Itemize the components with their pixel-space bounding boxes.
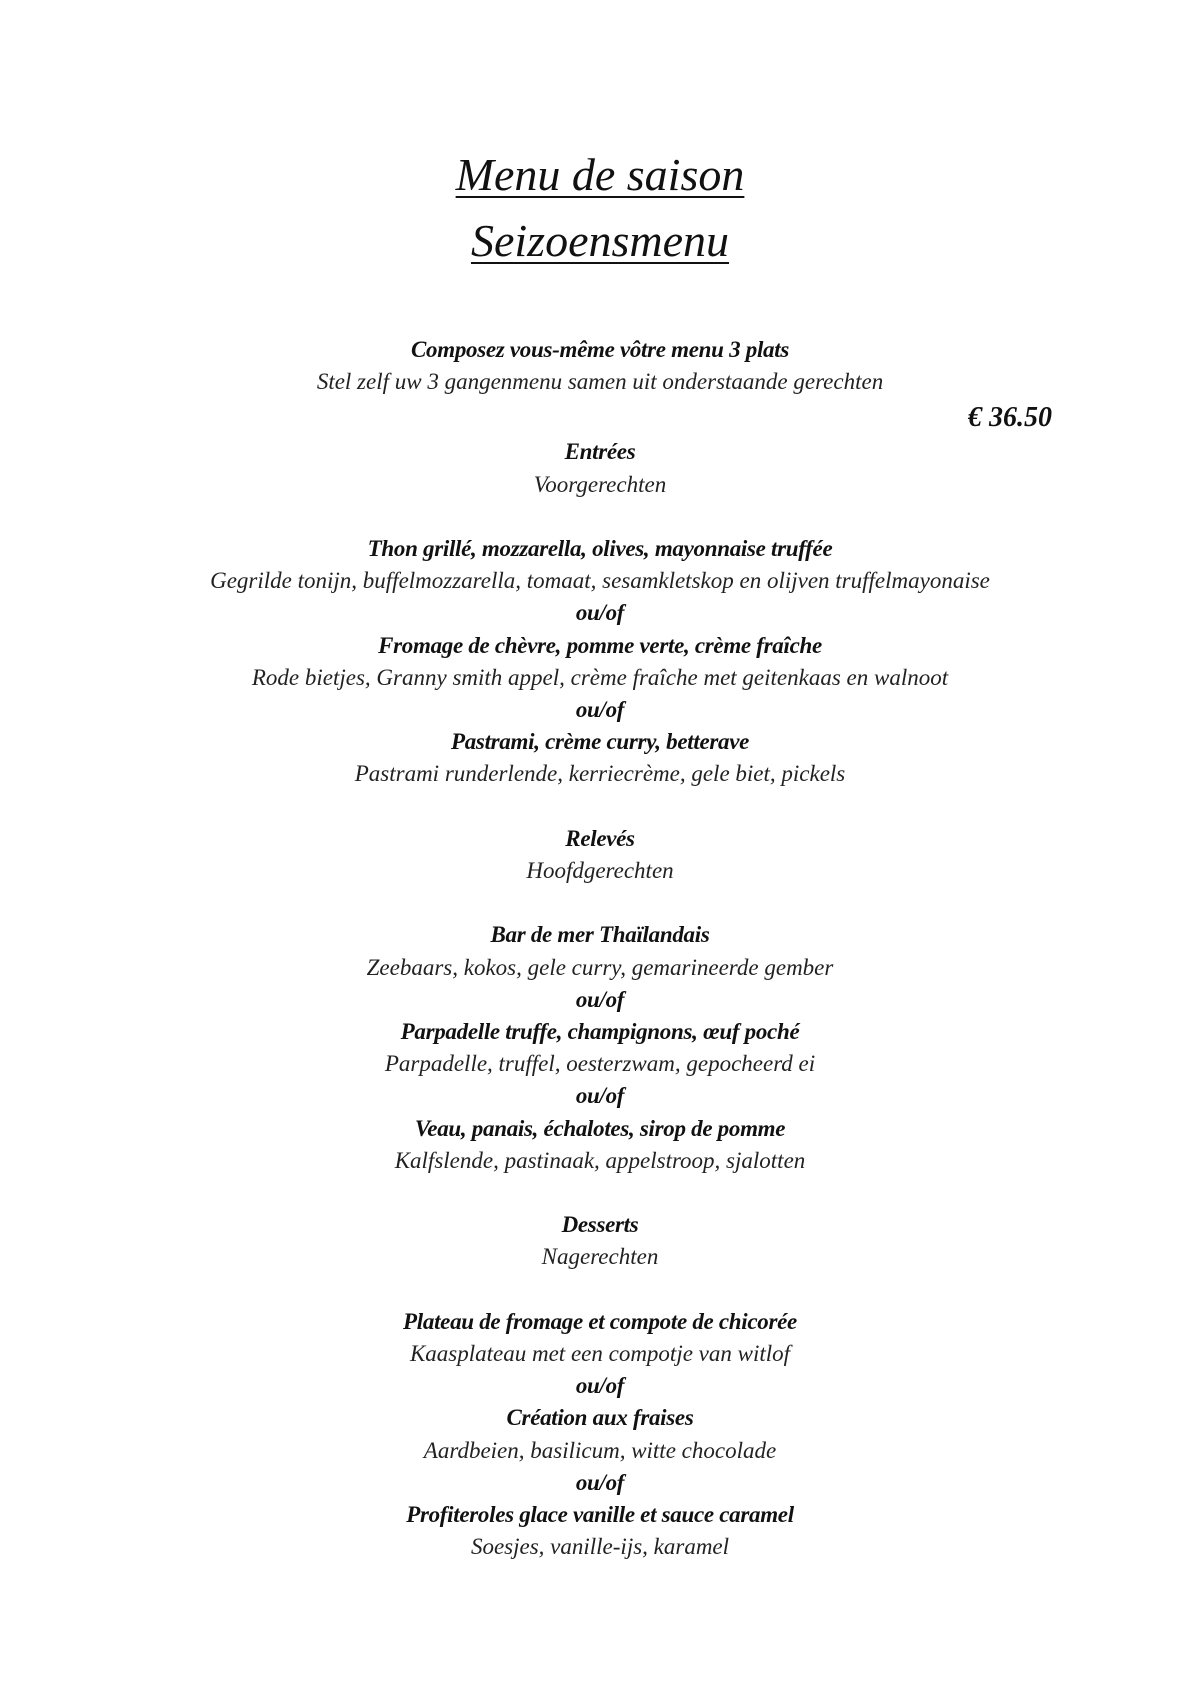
separator-or: ou/of bbox=[575, 1083, 625, 1109]
dish-description-dutch: Kalfslende, pastinaak, appelstroop, sjalotten bbox=[394, 1147, 806, 1173]
separator-or: ou/of bbox=[575, 986, 625, 1012]
section-heading-dutch: Hoofdgerechten bbox=[526, 858, 674, 884]
dish-name-french: Plateau de fromage et compote de chicorée bbox=[403, 1308, 797, 1334]
dish-description-dutch: Zeebaars, kokos, gele curry, gemarineerde gember bbox=[366, 954, 834, 980]
dish-name-french: Thon grillé, mozzarella, olives, mayonnaise truffée bbox=[367, 536, 833, 561]
title-dutch: Seizoensmenu bbox=[470, 215, 730, 266]
spacer bbox=[0, 887, 1200, 919]
dish-description-dutch: Soesjes, vanille-ijs, karamel bbox=[470, 1534, 730, 1560]
dish-name-french: Profiteroles glace vanille et sauce caramel bbox=[406, 1502, 794, 1528]
dish-description-dutch: Aardbeien, basilicum, witte chocolade bbox=[423, 1437, 777, 1463]
section-heading-dutch: Voorgerechten bbox=[533, 471, 667, 497]
intro-french: Composez vous-même vôtre menu 3 plats bbox=[411, 337, 789, 362]
menu-body bbox=[0, 334, 1200, 1563]
separator-or: ou/of bbox=[575, 1469, 625, 1495]
section-heading-dutch: Nagerechten bbox=[541, 1244, 659, 1270]
menu-section bbox=[0, 1177, 1200, 1563]
separator-or: ou/of bbox=[575, 697, 625, 723]
menu-section bbox=[0, 791, 1200, 1177]
spacer bbox=[0, 1177, 1200, 1209]
menu-section bbox=[0, 436, 1200, 790]
title-french: Menu de saison bbox=[455, 149, 745, 200]
dish-name-french: Veau, panais, échalotes, sirop de pomme bbox=[414, 1115, 786, 1141]
menu-title bbox=[0, 142, 1200, 274]
section-heading-french: Entrées bbox=[564, 439, 636, 465]
dish-name-french: Création aux fraises bbox=[506, 1405, 694, 1431]
section-heading-french: Relevés bbox=[565, 825, 635, 851]
dish-description-dutch: Gegrilde tonijn, buffelmozzarella, tomaat, sesamkletskop en olijven truffelmayonaise bbox=[210, 568, 990, 594]
intro-dutch: Stel zelf uw 3 gangenmenu samen uit onderstaande gerechten bbox=[316, 369, 884, 395]
section-heading-french: Desserts bbox=[561, 1212, 639, 1238]
dish-description-dutch: Parpadelle, truffel, oesterzwam, gepocheerd ei bbox=[384, 1051, 816, 1077]
spacer bbox=[0, 791, 1200, 823]
dish-name-french: Pastrami, crème curry, betterave bbox=[450, 729, 750, 755]
separator-or: ou/of bbox=[575, 1373, 625, 1399]
dish-name-french: Bar de mer Thaïlandais bbox=[490, 922, 710, 948]
dish-name-french: Fromage de chèvre, pomme verte, crème fraîche bbox=[378, 632, 822, 658]
menu-price: € 36.50 bbox=[968, 402, 1052, 434]
dish-description-dutch: Rode bietjes, Granny smith appel, crème fraîche met geitenkaas en walnoot bbox=[251, 664, 949, 690]
spacer bbox=[0, 1274, 1200, 1306]
spacer bbox=[0, 501, 1200, 533]
dish-name-french: Parpadelle truffe, champignons, œuf poché bbox=[400, 1019, 800, 1045]
dish-description-dutch: Pastrami runderlende, kerriecrème, gele biet, pickels bbox=[354, 761, 846, 787]
separator-or: ou/of bbox=[575, 600, 625, 626]
dish-description-dutch: Kaasplateau met een compotje van witlof bbox=[409, 1341, 791, 1367]
